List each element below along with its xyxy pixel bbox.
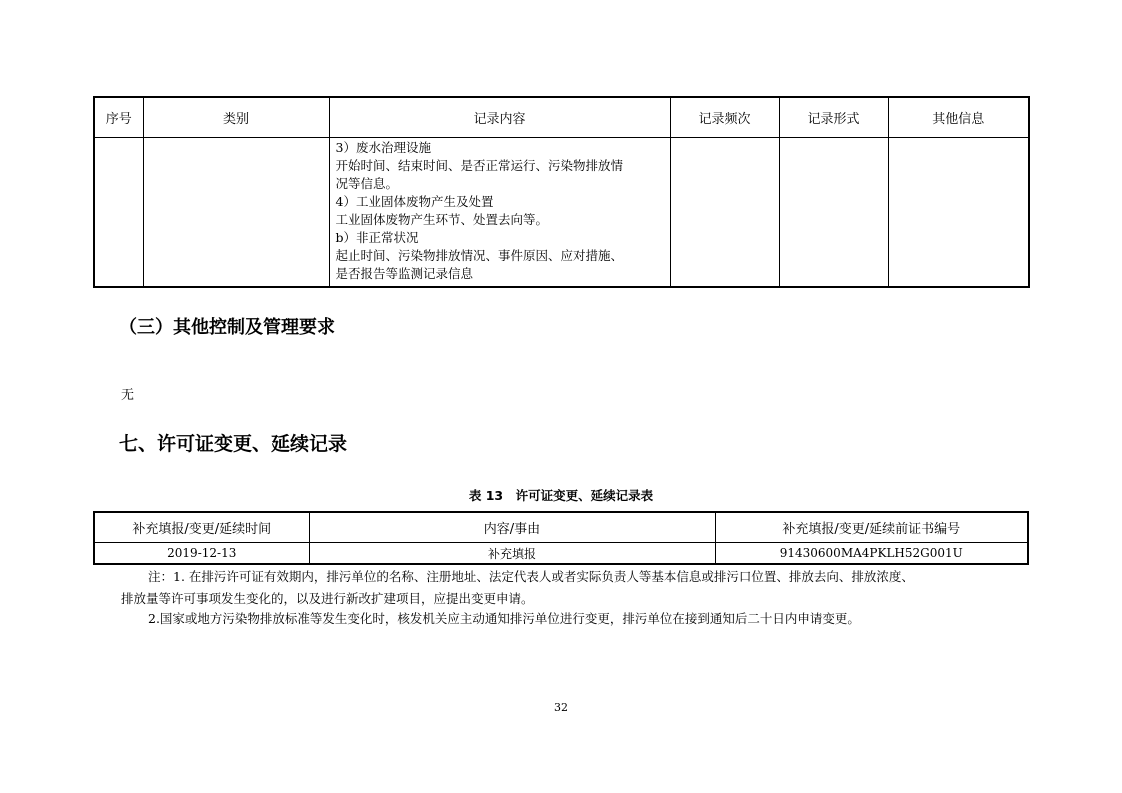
table-row — [94, 138, 1029, 288]
cell-content-reason: 补充填报 — [309, 543, 715, 565]
cell-index — [94, 138, 143, 288]
cell-category — [143, 138, 329, 288]
cell-record-form — [779, 138, 888, 288]
cell-record-frequency — [670, 138, 779, 288]
section-body-none: 无 — [121, 388, 135, 403]
content-line: 况等信息。 — [335, 176, 399, 191]
table-row — [94, 543, 1028, 565]
content-line: 开始时间、结束时间、是否正常运行、污染物排放情 — [335, 158, 624, 173]
header-previous-certificate-number: 补充填报/变更/延续前证书编号 — [715, 512, 1028, 543]
header-record-content: 记录内容 — [329, 97, 670, 138]
cell-change-time: 2019-12-13 — [167, 546, 237, 560]
header-record-frequency: 记录频次 — [670, 97, 779, 138]
record-content-table — [93, 96, 1030, 288]
content-line: 工业固体废物产生环节、处置去向等。 — [335, 212, 549, 227]
cell-record-content — [329, 138, 670, 288]
permit-change-table — [93, 511, 1029, 565]
cell-certificate-number: 91430600MA4PKLH52G001U — [715, 543, 1028, 565]
section-heading-permit-change: 七、许可证变更、延续记录 — [119, 433, 348, 455]
table-caption: 表 13 许可证变更、延续记录表 — [468, 488, 654, 503]
header-index: 序号 — [94, 97, 143, 138]
content-line: 4）工业固体废物产生及处置 — [335, 194, 494, 209]
header-content-reason: 内容/事由 — [309, 512, 715, 543]
header-record-form: 记录形式 — [779, 97, 888, 138]
content-line: 起止时间、污染物排放情况、事件原因、应对措施、 — [335, 248, 624, 263]
header-change-time: 补充填报/变更/延续时间 — [94, 512, 309, 543]
table-header-row — [94, 512, 1028, 543]
note-line-1: 注：1. 在排污许可证有效期内，排污单位的名称、注册地址、法定代表人或者实际负责人等基本信息或排污口位置、排放去向、排放浓度、 — [148, 569, 914, 584]
content-line: b）非正常状况 — [335, 230, 419, 245]
note-line-2: 排放量等许可事项发生变化的，以及进行新改扩建项目，应提出变更申请。 — [121, 591, 534, 606]
content-line: 3）废水治理设施 — [335, 140, 431, 155]
content-line: 是否报告等监测记录信息 — [335, 266, 474, 281]
page-number: 32 — [554, 701, 568, 714]
header-category: 类别 — [143, 97, 329, 138]
note-line-3: 2.国家或地方污染物排放标准等发生变化时，核发机关应主动通知排污单位进行变更，排污单位在接到通知后二十日内申请变更。 — [148, 611, 860, 626]
table-header-row — [94, 97, 1029, 138]
header-other-info: 其他信息 — [888, 97, 1029, 138]
section-heading-other-requirements: （三）其他控制及管理要求 — [119, 317, 335, 338]
cell-other-info — [888, 138, 1029, 288]
